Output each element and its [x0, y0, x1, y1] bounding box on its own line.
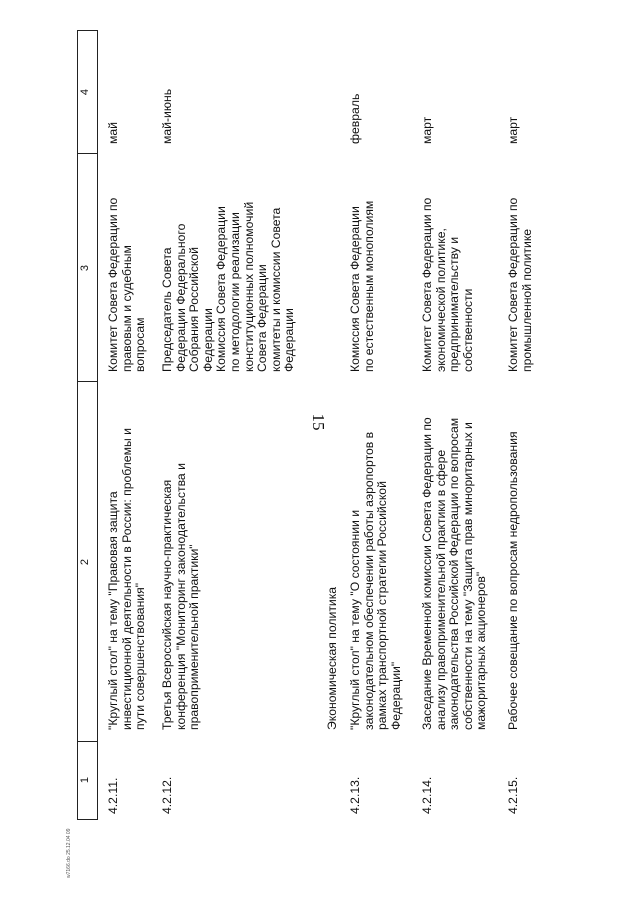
row-event: "Круглый стол" на тему "Правовая защита инвестиционной деятельности в России: проблемы и пути совершенствования": [106, 428, 148, 730]
row-date: май: [106, 122, 120, 144]
row-date: февраль: [348, 93, 362, 144]
column-header-1: 1: [79, 776, 91, 784]
row-number: 4.2.15.: [506, 776, 520, 814]
row-number: 4.2.12.: [160, 776, 174, 814]
row-number: 4.2.14.: [420, 776, 434, 814]
footer-note: w7166.do 25.12.04 09: [66, 828, 72, 878]
row-responsible: Председатель Совета Федерации Федерального Собрания Российской Федерации Комиссия Совета Федерации по методологии реализации конституционных полномочий Совета Федерации комитеты и комиссии Совета Федерации: [160, 201, 297, 372]
rotated-table: [77, 30, 640, 820]
header-bottom-rule: [97, 30, 98, 820]
column-header-4: 4: [79, 88, 91, 96]
row-event: "Круглый стол" на тему "О состоянии и законодательном обеспечении работы аэропортов в рамках транспортной стратегии Российской Федерации": [348, 431, 403, 730]
row-responsible: Комиссия Совета Федерации по естественным монополиям: [348, 200, 376, 372]
row-responsible: Комитет Совета Федерации по правовым и судебным вопросам: [106, 197, 148, 372]
header-divider: [77, 153, 97, 154]
row-number: 4.2.13.: [348, 776, 362, 814]
row-event: Рабочее совещание по вопросам недропользования: [506, 431, 520, 730]
header-divider: [77, 819, 97, 820]
row-event: Третья Всероссийская научно-практическая конференция "Мониторинг законодательства и правоприменительной практики": [160, 463, 202, 730]
row-date: май-июнь: [160, 88, 174, 144]
page-number: 15: [309, 413, 328, 431]
header-divider: [77, 30, 97, 31]
row-event: Заседание Временной комиссии Совета Федерации по анализу правоприменительной практики в сфере законодательства Российской Федерации по вопросам собственности на тему "Защита прав миноритарных и мажоритарных акционеров": [420, 417, 489, 730]
section-heading: Экономическая политика: [325, 586, 339, 730]
header-top-rule: [77, 30, 78, 820]
row-date: март: [506, 116, 520, 144]
row-responsible: Комитет Совета Федерации по промышленной политике: [506, 197, 534, 372]
header-divider: [77, 741, 97, 742]
column-header-3: 3: [79, 264, 91, 272]
row-responsible: Комитет Совета Федерации по экономической политике, предпринимательству и собственности: [420, 197, 475, 372]
row-number: 4.2.11.: [106, 777, 120, 814]
header-divider: [77, 381, 97, 382]
column-header-2: 2: [79, 558, 91, 566]
row-date: март: [420, 116, 434, 144]
